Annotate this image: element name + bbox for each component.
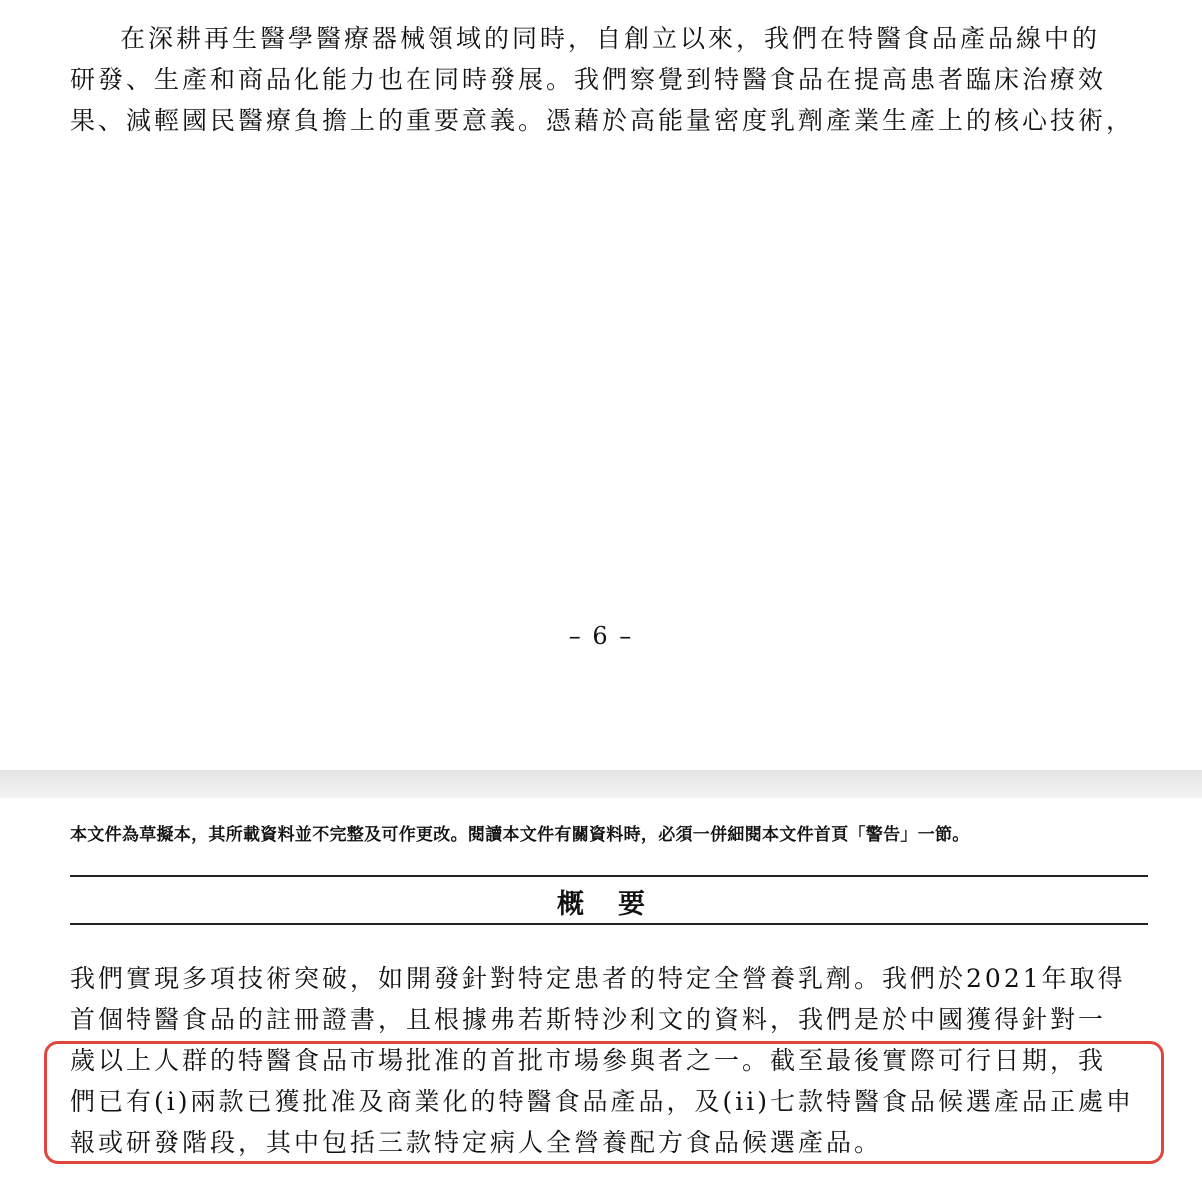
section-title: 概要: [557, 889, 679, 920]
draft-notice: 本文件為草擬本，其所載資料並不完整及可作更改。閱讀本文件有關資料時，必須一併細閱本文件首頁「警告」一節。: [70, 825, 970, 845]
paragraph-line: 我們實現多項技術突破，如開發針對特定患者的特定全營養乳劑。我們於2021年取得: [70, 964, 1126, 993]
body-paragraph-top: [70, 18, 1148, 141]
paragraph-line: 研發、生產和商品化能力也在同時發展。我們察覺到特醫食品在提高患者臨床治療效: [70, 65, 1107, 94]
header-rule-bottom: [70, 923, 1148, 925]
highlight-annotation-box: [44, 1041, 1164, 1164]
page-number: – 6 –: [568, 622, 634, 650]
page-separator: [0, 770, 1202, 798]
paragraph-line: 果、減輕國民醫療負擔上的重要意義。憑藉於高能量密度乳劑產業生產上的核心技術，: [70, 106, 1135, 135]
paragraph-line: 報或研發階段，其中包括三款特定病人全營養配方食品候選產品。: [70, 1128, 883, 1157]
paragraph-line: 在深耕再生醫學醫療器械領域的同時，自創立以來，我們在特醫食品產品線中的: [120, 24, 1101, 53]
paragraph-line: 首個特醫食品的註冊證書，且根據弗若斯特沙利文的資料，我們是於中國獲得針對一: [70, 1005, 1107, 1034]
header-rule-top: [70, 875, 1148, 877]
paragraph-line: 們已有(i)兩款已獲批准及商業化的特醫食品產品，及(ii)七款特醫食品候選產品正處申: [70, 1087, 1135, 1116]
paragraph-line: 歲以上人群的特醫食品市場批准的首批市場參與者之一。截至最後實際可行日期，我: [70, 1046, 1107, 1075]
document-page-7: [0, 798, 1202, 1186]
